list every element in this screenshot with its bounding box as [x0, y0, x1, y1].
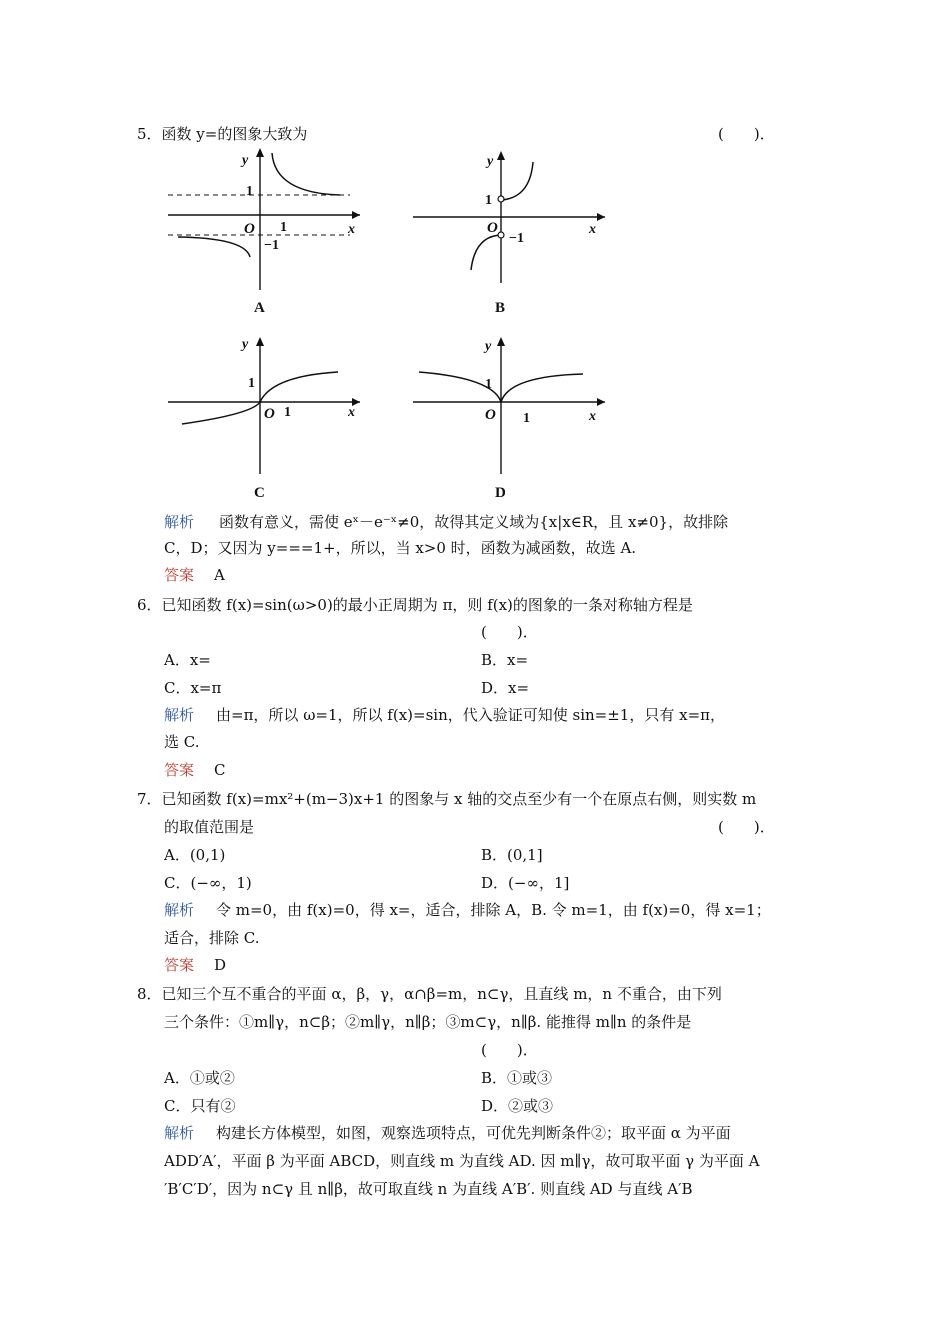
q6-option-d: D．x= — [481, 679, 530, 697]
graph-d-x-label: x — [589, 409, 596, 424]
q7-stem-line2: 的取值范围是 — [164, 818, 255, 836]
graph-b-y-label: y — [487, 154, 494, 169]
q6-option-c: C．x=π — [164, 679, 222, 697]
q6-option-a: A．x= — [164, 651, 211, 669]
graph-b — [405, 148, 615, 288]
graph-c-curve-left — [182, 402, 260, 424]
q7-option-a: A．(0,1) — [164, 846, 226, 864]
q8-answer-paren: ( )． — [481, 1041, 538, 1059]
q8-analysis-label: 解析 — [164, 1124, 195, 1142]
graph-a-origin: O — [244, 221, 255, 237]
q8-analysis-line3: ′B′C′D′，因为 n⊂γ 且 n∥β，故可取直线 n 为直线 A′B′. 则直线 AD 与直线 A′B — [164, 1180, 693, 1198]
graph-c-caption: C — [254, 485, 265, 501]
q6-analysis-label: 解析 — [164, 706, 195, 724]
graph-a-x-label: x — [348, 222, 355, 237]
graph-b-open-point-bottom — [498, 232, 504, 238]
q6-analysis-line2: 选 C. — [164, 733, 200, 751]
graph-c-x-label: x — [348, 405, 355, 420]
q7-answer-paren: ( )． — [718, 818, 775, 836]
graph-b-caption: B — [495, 300, 506, 316]
q5-stem: 5．函数 y=的图象大致为 — [137, 125, 308, 143]
q8-option-d: D．②或③ — [481, 1097, 554, 1115]
q6-answer-label: 答案 — [164, 761, 195, 779]
q6-stem: 6．已知函数 f(x)=sin(ω>0)的最小正周期为 π，则 f(x)的图象的一条对称轴方程是 — [137, 596, 693, 614]
q7-option-b: B．(0,1] — [481, 846, 543, 864]
q8-stem-line1: 8．已知三个互不重合的平面 α，β，γ，α∩β=m，n⊂γ，且直线 m，n 不重合，由下列 — [137, 985, 722, 1003]
q6-option-b: B．x= — [481, 651, 529, 669]
q7-option-c: C．(−∞，1) — [164, 874, 252, 892]
graph-a-curve-right — [272, 153, 340, 195]
q8-option-b: B．①或③ — [481, 1069, 553, 1087]
q7-analysis-line1: 令 m=0，由 f(x)=0，得 x=，适合，排除 A，B. 令 m=1，由 f(x)=0，得 x=1； — [216, 901, 771, 919]
graph-a-ytick-m1: −1 — [264, 238, 279, 253]
graph-c-y-label: y — [242, 337, 249, 352]
q7-answer-label: 答案 — [164, 956, 195, 974]
graph-c-curve-right — [260, 372, 338, 402]
graph-a-y-label: y — [242, 153, 249, 168]
q8-stem-line2: 三个条件：①m∥γ，n⊂β；②m∥γ，n∥β；③m⊂γ，n∥β. 能推得 m∥n 的条件是 — [164, 1013, 692, 1031]
q8-analysis-line2: ADD′A′，平面 β 为平面 ABCD，则直线 m 为直线 AD. 因 m∥γ，故可取平面 γ 为平面 A — [164, 1152, 760, 1170]
graph-a — [160, 145, 370, 295]
graph-b-origin: O — [487, 220, 498, 236]
q7-stem-line1: 7．已知函数 f(x)=mx²+(m−3)x+1 的图象与 x 轴的交点至少有一个在原点右侧，则实数 m — [137, 790, 757, 808]
q7-analysis-line2: 适合，排除 C. — [164, 929, 260, 947]
graph-d-origin: O — [485, 407, 496, 423]
q8-analysis-line1: 构建长方体模型，如图，观察选项特点，可优先判断条件②；取平面 α 为平面 — [216, 1124, 731, 1142]
graph-b-ytick-m1: −1 — [509, 231, 524, 246]
q6-analysis-line1: 由=π，所以 ω=1，所以 f(x)=sin，代入验证可知使 sin=±1，只有 x=π， — [216, 706, 726, 724]
q5-analysis-line1: 函数有意义，需使 eˣ－e⁻ˣ≠0，故得其定义域为{x|x∈R，且 x≠0}，故排除 — [219, 513, 729, 531]
graph-b-y-arrow — [497, 151, 505, 160]
graph-d-xtick-1: 1 — [523, 411, 530, 426]
graph-d — [405, 334, 615, 479]
graph-d-ytick-1: 1 — [485, 377, 492, 392]
graph-b-curve-right — [501, 162, 533, 200]
q6-answer-paren: ( )． — [481, 623, 538, 641]
q8-option-c: C．只有② — [164, 1097, 236, 1115]
q5-answer-paren: ( )． — [718, 125, 775, 143]
graph-c-y-arrow — [256, 337, 264, 346]
graph-a-curve-left — [178, 237, 250, 257]
graph-b-ytick-1: 1 — [485, 193, 492, 208]
graph-d-caption: D — [495, 485, 506, 501]
q5-answer: A — [214, 566, 225, 584]
graph-b-x-label: x — [589, 222, 596, 237]
graph-d-x-arrow — [597, 398, 605, 406]
q5-answer-label: 答案 — [164, 566, 195, 584]
graph-a-ytick-1: 1 — [246, 184, 253, 199]
graph-c-ytick-1: 1 — [248, 376, 255, 391]
q5-analysis-line2: C，D；又因为 y===1+，所以，当 x>0 时，函数为减函数，故选 A. — [164, 539, 637, 557]
q7-option-d: D．(−∞，1] — [481, 874, 570, 892]
q5-analysis-label: 解析 — [164, 513, 195, 531]
q7-answer: D — [214, 956, 227, 974]
graph-b-curve-left — [471, 235, 501, 270]
graph-d-y-label: y — [485, 339, 492, 354]
graph-a-y-arrow — [256, 148, 264, 157]
graph-c-origin: O — [264, 406, 275, 422]
graph-a-caption: A — [254, 300, 265, 316]
graph-c — [160, 334, 370, 479]
q8-option-a: A．①或② — [164, 1069, 235, 1087]
graph-d-y-arrow — [497, 337, 505, 346]
graph-b-open-point-top — [498, 196, 504, 202]
graph-c-xtick-1: 1 — [284, 405, 291, 420]
graph-a-x-arrow — [352, 211, 360, 219]
graph-a-xtick-1: 1 — [280, 220, 287, 235]
graph-d-curve-right — [501, 374, 583, 402]
graph-b-x-arrow — [597, 213, 605, 221]
q7-analysis-label: 解析 — [164, 901, 195, 919]
q6-answer: C — [214, 761, 226, 779]
